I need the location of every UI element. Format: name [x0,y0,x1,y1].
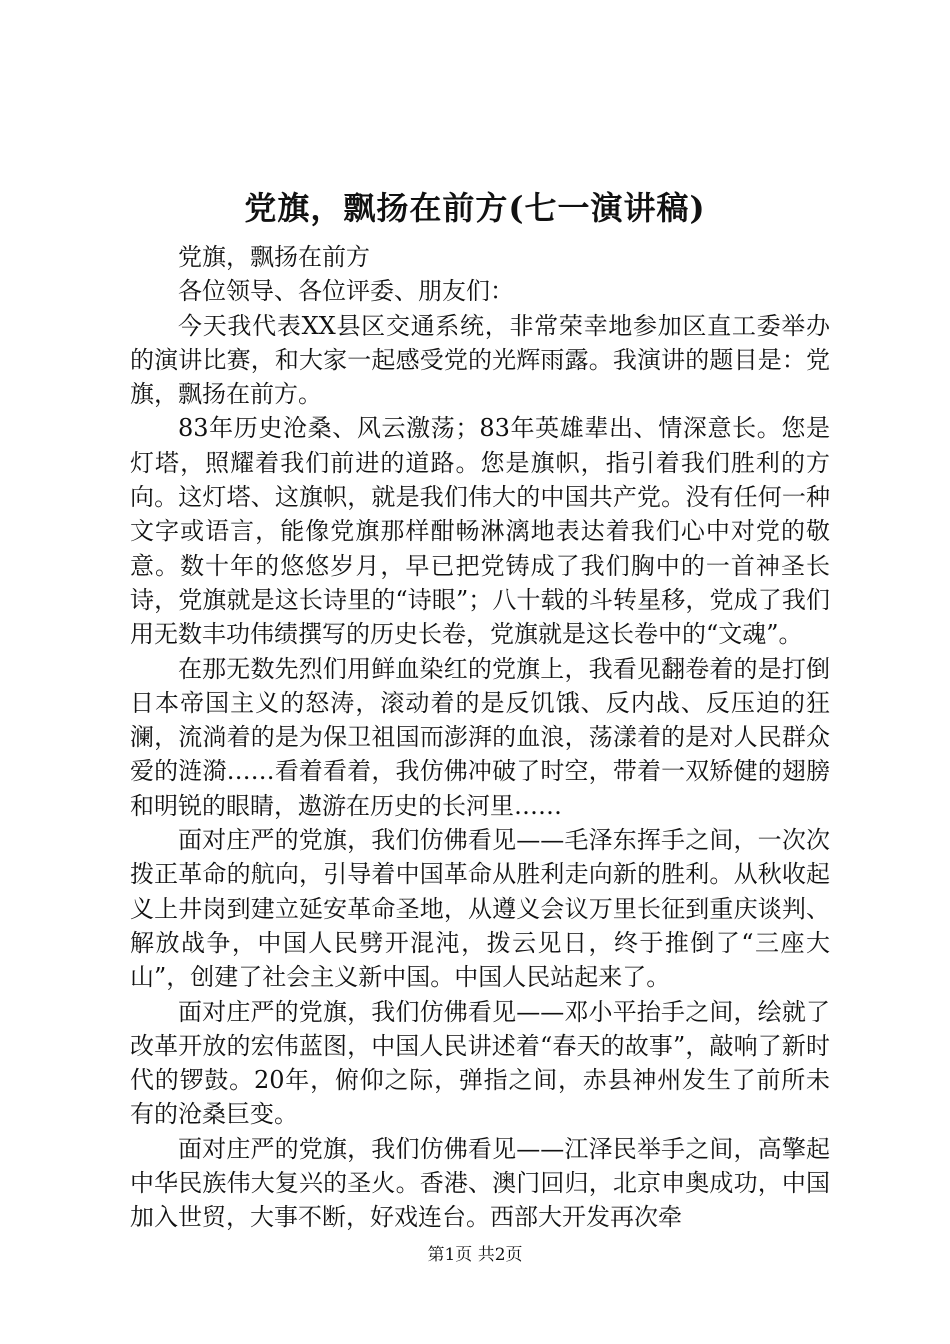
body-paragraph: 今天我代表XX县区交通系统，非常荣幸地参加区直工委举办的演讲比赛，和大家一起感受党的光辉雨露。我演讲的题目是：党旗，飘扬在前方。 [130,311,830,409]
body-paragraph: 面对庄严的党旗，我们仿佛看见——毛泽东挥手之间，一次次拨正革命的航向，引导着中国革命从胜利走向新的胜利。从秋收起义上井岗到建立延安革命圣地，从遵义会议万里长征到重庆谈判、解放战争，中国人民劈开混沌，拨云见日，终于推倒了“三座大山”，创建了社会主义新中国。中国人民站起来了。 [130,826,830,992]
body-paragraph: 83年历史沧桑、风云激荡；83年英雄辈出、情深意长。您是灯塔，照耀着我们前进的道路。您是旗帜，指引着我们胜利的方向。这灯塔、这旗帜，就是我们伟大的中国共产党。没有任何一种文字或语言，能像党旗那样酣畅淋漓地表达着我们心中对党的敬意。数十年的悠悠岁月，早已把党铸成了我们胸中的一首神圣长诗，党旗就是这长诗里的“诗眼”；八十载的斗转星移，党成了我们用无数丰功伟绩撰写的历史长卷，党旗就是这长卷中的“文魂”。 [130,414,830,649]
body-paragraph: 面对庄严的党旗，我们仿佛看见——邓小平抬手之间，绘就了改革开放的宏伟蓝图，中国人民讲述着“春天的故事”，敲响了新时代的锣鼓。20年，俯仰之际，弹指之间，赤县神州发生了前所未有的沧桑巨变。 [130,997,830,1129]
speech-subtitle: 党旗，飘扬在前方 [178,243,370,271]
salutation: 各位领导、各位评委、朋友们： [178,277,514,306]
page-number-footer: 第1页 共2页 [427,1245,523,1265]
document-body [130,240,830,1235]
body-paragraph: 面对庄严的党旗，我们仿佛看见——江泽民举手之间，高擎起中华民族伟大复兴的圣火。香港、澳门回归，北京申奥成功，中国加入世贸，大事不断，好戏连台。西部大开发再次牵 [130,1134,830,1232]
body-paragraph: 在那无数先烈们用鲜血染红的党旗上，我看见翻卷着的是打倒日本帝国主义的怒涛，滚动着的是反饥饿、反内战、反压迫的狂澜，流淌着的是为保卫祖国而澎湃的血浪，荡漾着的是对人民群众爱的涟漪……看着看着，我仿佛冲破了时空，带着一双矫健的翅膀和明锐的眼睛，遨游在历史的长河里…… [130,654,830,820]
document-title: 党旗，飘扬在前方(七一演讲稿) [244,189,706,227]
